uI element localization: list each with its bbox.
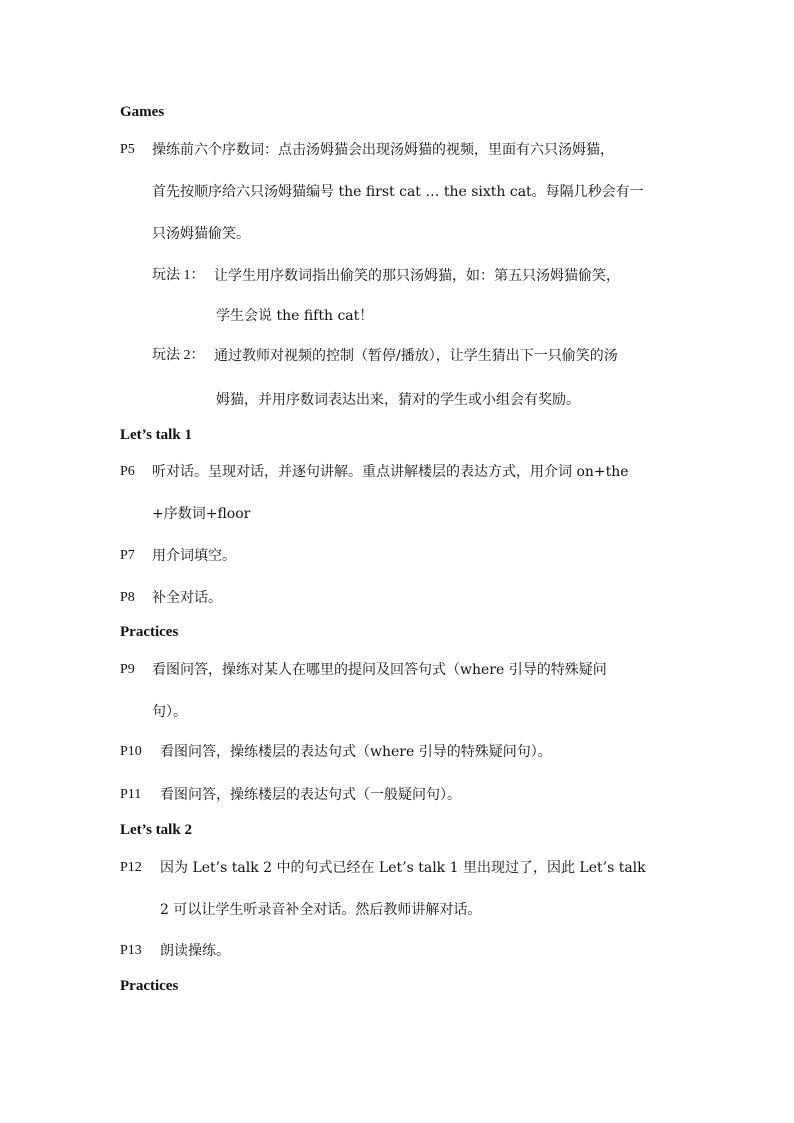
section-heading-lets-talk-1: Let’s talk 1	[120, 427, 192, 443]
item-label: P8	[120, 590, 135, 605]
item-text: 学生会说 the fifth cat！	[216, 308, 374, 324]
section-heading-practices: Practices	[120, 624, 179, 640]
item-text: 看图问答，操练楼层的表达句式（where 引导的特殊疑问句）。	[160, 744, 552, 760]
item-text: 通过教师对视频的控制（暂停/播放），让学生猜出下一只偷笑的汤	[214, 348, 618, 364]
item-text: 补全对话。	[152, 590, 222, 606]
section-heading-practices-2: Practices	[120, 978, 179, 994]
item-label: P11	[120, 787, 142, 802]
item-label: P5	[120, 142, 135, 157]
item-text: 2 可以让学生听录音补全对话。然后教师讲解对话。	[160, 902, 482, 918]
item-text: 看图问答，操练楼层的表达句式（一般疑问句）。	[160, 787, 461, 803]
item-text: 听对话。呈现对话，并逐句讲解。重点讲解楼层的表达方式，用介词 on+the	[152, 464, 629, 480]
item-label: P12	[120, 860, 142, 875]
section-heading-lets-talk-2: Let’s talk 2	[120, 822, 192, 838]
item-label: P10	[120, 744, 142, 759]
item-text: 姆猫，并用序数词表达出来，猜对的学生或小组会有奖励。	[216, 392, 580, 408]
item-text: 只汤姆猫偷笑。	[152, 226, 250, 242]
item-text: 让学生用序数词指出偷笑的那只汤姆猫，如：第五只汤姆猫偷笑，	[214, 268, 620, 284]
item-text: +序数词+floor	[152, 506, 251, 522]
item-label: P6	[120, 464, 135, 479]
item-label: P7	[120, 548, 135, 563]
item-text: 首先按顺序给六只汤姆猫编号 the first cat … the sixth cat。每隔几秒会有一	[152, 184, 644, 200]
item-text: 看图问答，操练对某人在哪里的提问及回答句式（where 引导的特殊疑问	[152, 662, 607, 678]
section-heading-games: Games	[120, 104, 165, 120]
item-text: 用介词填空。	[152, 548, 236, 564]
item-text: 因为 Let’s talk 2 中的句式已经在 Let’s talk 1 里出现过了，因此 Let’s talk	[160, 860, 646, 876]
item-label: 玩法 2：	[152, 348, 205, 363]
item-label: P13	[120, 943, 142, 958]
item-label: P9	[120, 662, 135, 677]
item-label: 玩法 1：	[152, 268, 205, 283]
item-text: 句）。	[152, 704, 187, 720]
item-text: 朗读操练。	[160, 943, 230, 959]
item-text: 操练前六个序数词：点击汤姆猫会出现汤姆猫的视频，里面有六只汤姆猫，	[152, 142, 614, 158]
